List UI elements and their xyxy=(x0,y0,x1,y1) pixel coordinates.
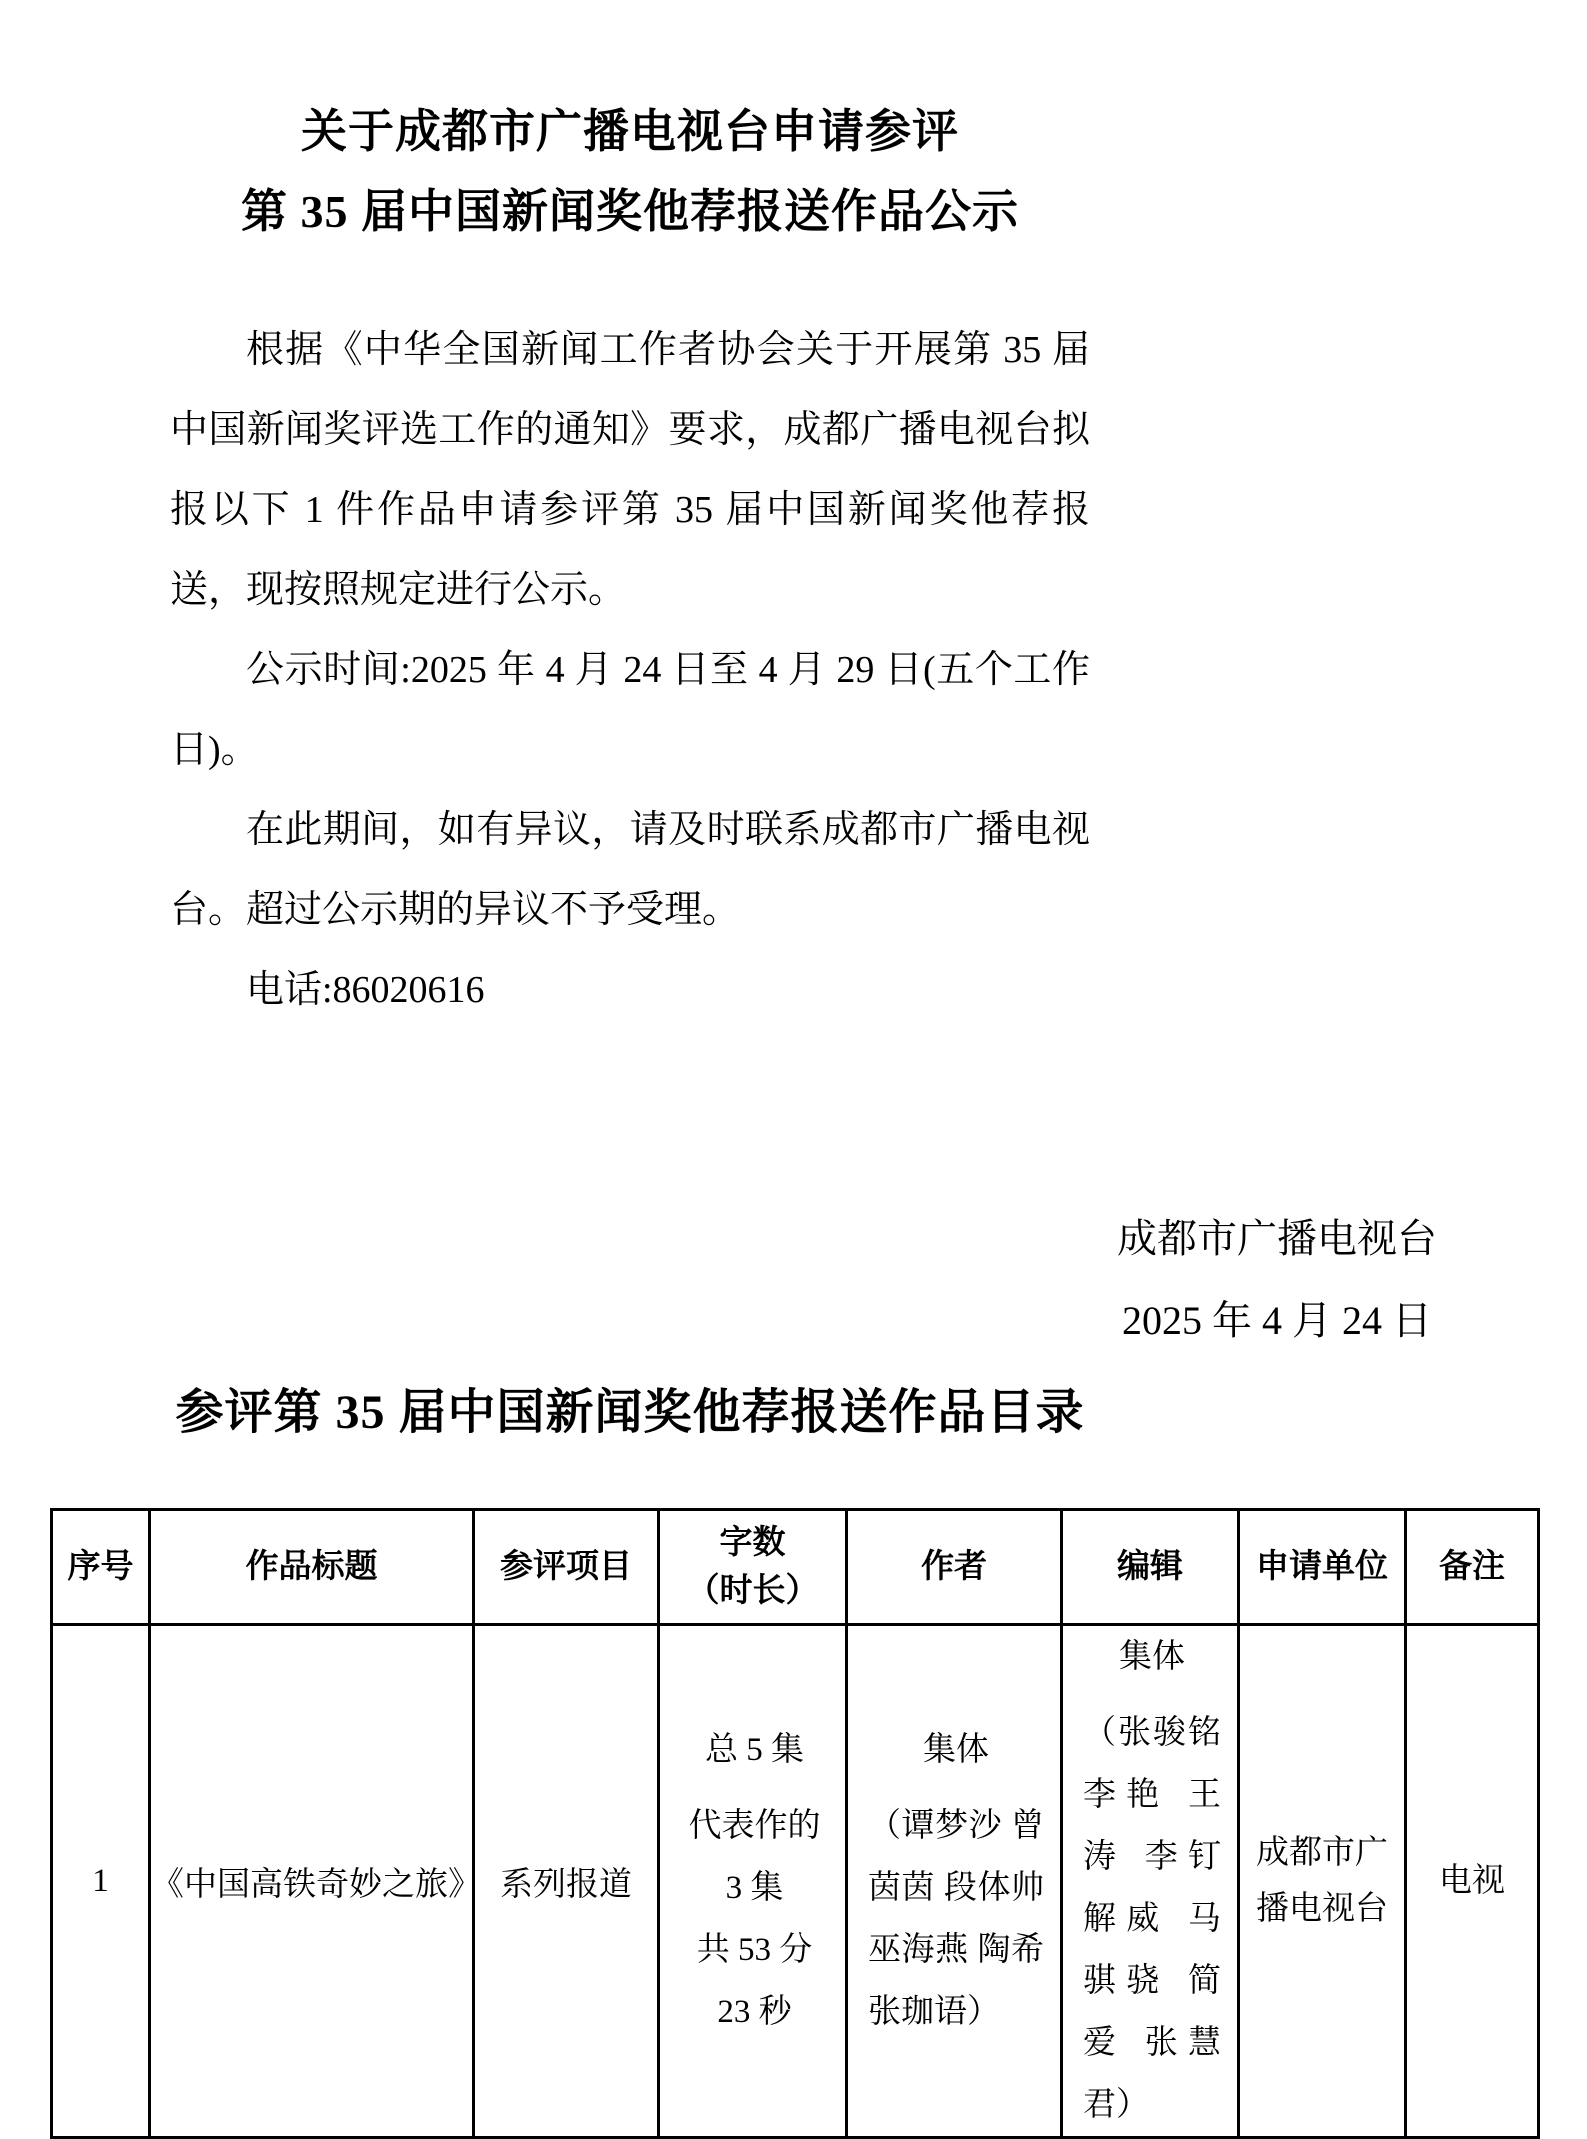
col-header-wordcount-line2: （时长） xyxy=(686,1573,819,1609)
col-header-title: 作品标题 xyxy=(150,1510,474,1625)
col-header-org: 申请单位 xyxy=(1239,1510,1406,1625)
table-title: 参评第 35 届中国新闻奖他荐报送作品目录 xyxy=(175,1386,1085,1439)
editors-names: （张骏铭 李艳 王涛 李钉 解威 马骐骁 简爱 张慧君） xyxy=(1083,1715,1221,2123)
table-row xyxy=(52,1625,1539,2138)
col-header-editors: 编辑 xyxy=(1062,1510,1239,1625)
cell-org: 成都市广播电视台 xyxy=(1239,1625,1406,2138)
col-header-wordcount xyxy=(659,1510,847,1625)
col-header-index: 序号 xyxy=(52,1510,150,1625)
duration-line-3: 共 53 分 23 秒 xyxy=(696,1932,813,2030)
duration-line-1: 总 5 集 xyxy=(705,1732,804,1768)
authors-type: 集体 xyxy=(923,1732,989,1768)
document-body xyxy=(170,310,1090,1030)
cell-authors xyxy=(847,1625,1062,2138)
signature-block xyxy=(1117,1198,1437,1362)
cell-duration xyxy=(659,1625,847,2138)
paragraph-phone: 电话:86020616 xyxy=(246,969,485,1011)
col-header-wordcount-line1: 字数 xyxy=(719,1525,786,1561)
table-header-row xyxy=(52,1510,1539,1625)
cell-index: 1 xyxy=(52,1625,150,2138)
cell-title: 《中国高铁奇妙之旅》 xyxy=(150,1625,474,2138)
duration-line-2: 代表作的 3 集 xyxy=(688,1808,821,1906)
paragraph-publicity-period: 公示时间:2025 年 4 月 24 日至 4 月 29 日(五个工作日)。 xyxy=(170,649,1090,771)
document-title xyxy=(170,92,1090,252)
signature-org: 成都市广播电视台 xyxy=(1117,1216,1437,1261)
document-title-line2: 第 35 届中国新闻奖他荐报送作品公示 xyxy=(241,186,1019,237)
works-table xyxy=(50,1508,1540,2139)
editors-type: 集体 xyxy=(1119,1639,1185,1675)
authors-names: （谭梦沙 曾茵茵 段体帅 巫海燕 陶希 张珈语） xyxy=(868,1808,1044,2030)
col-header-authors: 作者 xyxy=(847,1510,1062,1625)
paragraph-basis: 根据《中华全国新闻工作者协会关于开展第 35 届中国新闻奖评选工作的通知》要求，成都广播电视台拟报以下 1 件作品申请参评第 35 届中国新闻奖他荐报送，现按照规定进行公示。 xyxy=(170,329,1090,611)
document-title-line1: 关于成都市广播电视台申请参评 xyxy=(301,106,959,157)
cell-editors xyxy=(1062,1625,1239,2138)
cell-remark: 电视 xyxy=(1406,1625,1539,2138)
signature-date: 2025 年 4 月 24 日 xyxy=(1122,1298,1432,1343)
paragraph-objection: 在此期间，如有异议，请及时联系成都市广播电视台。超过公示期的异议不予受理。 xyxy=(170,809,1090,931)
cell-category: 系列报道 xyxy=(474,1625,659,2138)
col-header-category: 参评项目 xyxy=(474,1510,659,1625)
col-header-remark: 备注 xyxy=(1406,1510,1539,1625)
